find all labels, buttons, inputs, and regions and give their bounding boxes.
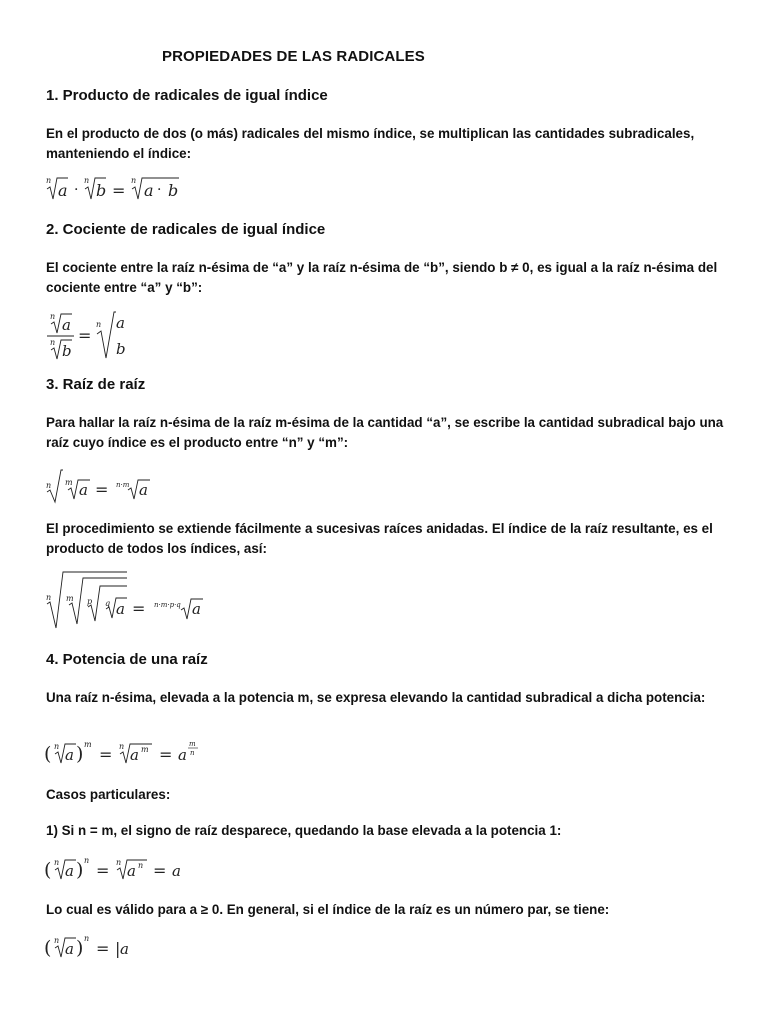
section-2-heading: 2. Cociente de radicales de igual índice: [46, 221, 326, 238]
section-1-text: En el producto de dos (o más) radicales del mismo índice, se multiplican las cantidades subradicales, manteniendo el índice:: [46, 126, 695, 161]
svg-text:a: a: [65, 940, 74, 958]
svg-text:n: n: [50, 338, 56, 347]
section-4-text: Una raíz n-ésima, elevada a la potencia m, se expresa elevando la cantidad subradical a dicha potencia:: [46, 690, 706, 705]
svg-text:=: =: [78, 326, 92, 345]
formula-quotient: [44, 308, 264, 362]
svg-text:q: q: [105, 599, 111, 608]
svg-text:n: n: [46, 593, 52, 602]
svg-text:n: n: [96, 320, 102, 329]
svg-text:n: n: [84, 176, 90, 185]
svg-text:): ): [76, 859, 84, 881]
section-3-text-2: El procedimiento se extiende fácilmente a sucesivas raíces anidadas. El índice de la raíz resultante, es el producto de todos los índices, así:: [46, 521, 713, 556]
svg-text:a: a: [178, 746, 187, 764]
svg-text:=: =: [96, 861, 110, 880]
svg-text:(: (: [44, 859, 52, 881]
svg-text:): ): [76, 937, 84, 959]
svg-text:n: n: [116, 858, 122, 867]
svg-text:=: =: [95, 480, 109, 499]
svg-text:a: a: [192, 600, 201, 618]
svg-text:n: n: [54, 742, 60, 751]
svg-text:n: n: [138, 861, 144, 870]
caso-1-text: 1) Si n = m, el signo de raíz desparece, quedando la base elevada a la potencia 1:: [46, 823, 562, 838]
svg-text:n: n: [190, 749, 195, 757]
svg-text:m: m: [65, 478, 73, 487]
svg-text:m: m: [66, 594, 74, 603]
svg-text:a: a: [116, 600, 125, 618]
svg-text:b: b: [116, 340, 126, 358]
svg-text:=: =: [153, 861, 167, 880]
svg-text:n: n: [84, 934, 90, 943]
svg-text:(: (: [44, 743, 52, 765]
svg-text:=: =: [159, 745, 173, 764]
svg-text:b: b: [62, 342, 72, 360]
svg-text:m: m: [189, 740, 196, 748]
section-1-heading: 1. Producto de radicales de igual índice: [46, 87, 328, 104]
caso-1b-text: Lo cual es válido para a ≥ 0. En general, si el índice de la raíz es un número par, se tiene:: [46, 902, 610, 917]
formula-even-index: [44, 930, 264, 964]
svg-text:): ): [76, 743, 84, 765]
svg-text:p: p: [87, 597, 93, 606]
svg-text:n: n: [46, 176, 52, 185]
svg-text:a: a: [120, 940, 129, 958]
svg-text:a: a: [127, 862, 136, 880]
svg-text:n: n: [131, 176, 137, 185]
section-3-heading: 3. Raíz de raíz: [46, 376, 146, 393]
svg-text:a: a: [172, 862, 181, 880]
svg-text:a: a: [65, 862, 74, 880]
section-3-text: Para hallar la raíz n-ésima de la raíz m-ésima de la cantidad “a”, se escribe la cantidad subradical bajo una raíz cuyo índice es el producto entre “n” y “m”:: [46, 415, 724, 450]
formula-product: [44, 172, 264, 206]
svg-text:a: a: [65, 746, 74, 764]
svg-text:=: =: [112, 181, 126, 200]
svg-text:=: =: [96, 939, 110, 958]
svg-text:n·m·p·q: n·m·p·q: [154, 601, 181, 609]
svg-text:·: ·: [157, 182, 162, 198]
svg-text:·: ·: [74, 182, 79, 198]
svg-text:n: n: [119, 742, 125, 751]
svg-text:b: b: [96, 181, 107, 200]
formula-caso-1: [44, 852, 264, 886]
svg-text:a: a: [79, 481, 88, 499]
section-4-heading: 4. Potencia de una raíz: [46, 651, 208, 668]
svg-text:a: a: [139, 481, 148, 499]
svg-text:=: =: [132, 599, 146, 618]
svg-text:m: m: [141, 745, 149, 754]
svg-text:a: a: [116, 314, 125, 332]
formula-nested-roots: [44, 568, 264, 630]
svg-text:n: n: [46, 481, 52, 490]
svg-text:|: |: [115, 939, 121, 958]
svg-text:a: a: [62, 316, 71, 334]
svg-text:n: n: [84, 856, 90, 865]
svg-text:a: a: [144, 181, 154, 200]
svg-text:n: n: [50, 312, 56, 321]
svg-text:a: a: [130, 746, 139, 764]
svg-text:(: (: [44, 937, 52, 959]
casos-label: Casos particulares:: [46, 787, 171, 802]
formula-power-of-root: [44, 736, 264, 770]
page-title: PROPIEDADES DE LAS RADICALES: [162, 48, 425, 65]
svg-text:n: n: [54, 936, 60, 945]
section-2-text: El cociente entre la raíz n-ésima de “a” y la raíz n-ésima de “b”, siendo b ≠ 0, es igual a la raíz n-ésima del cociente entre “a” y “b”:: [46, 260, 718, 295]
svg-text:b: b: [168, 181, 179, 200]
svg-text:=: =: [99, 745, 113, 764]
svg-text:n: n: [54, 858, 60, 867]
svg-text:m: m: [84, 740, 92, 749]
svg-text:n·m: n·m: [116, 481, 130, 489]
formula-root-of-root: [44, 466, 264, 504]
svg-text:a: a: [58, 181, 68, 200]
